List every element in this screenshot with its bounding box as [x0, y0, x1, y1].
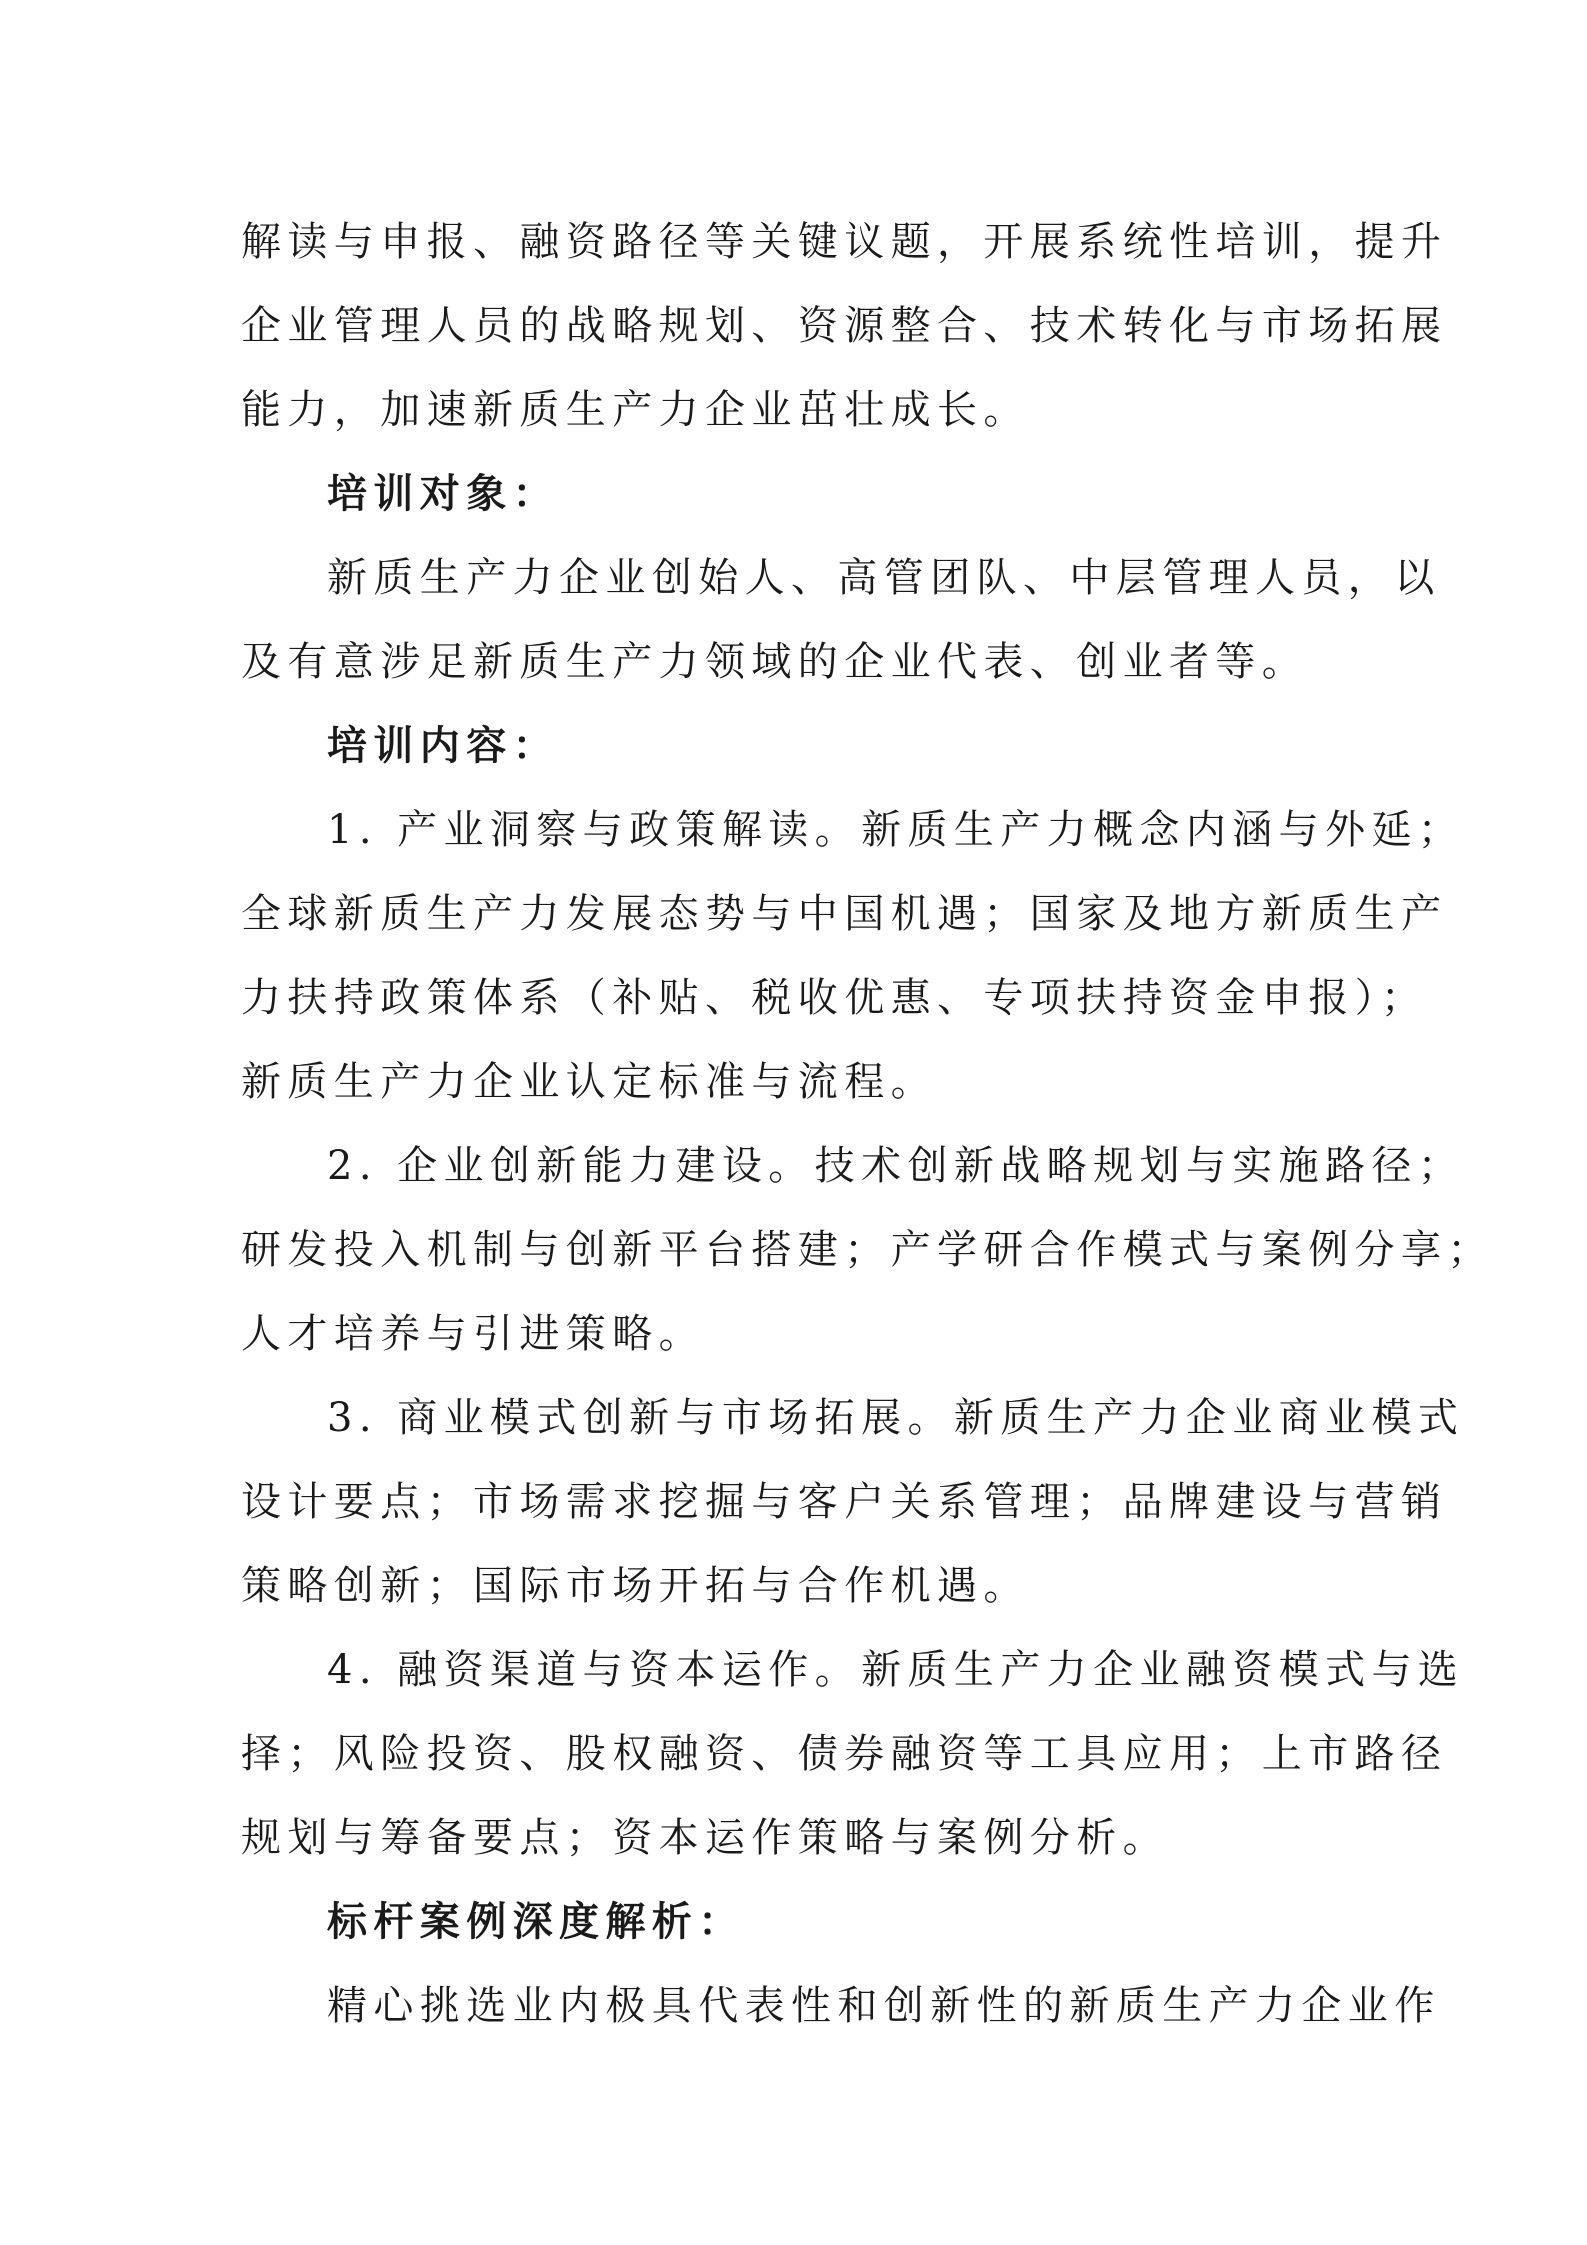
paragraph-line: 力扶持政策体系（补贴、税收优惠、专项扶持资金申报）；: [241, 975, 1428, 1021]
document-body: [241, 200, 1494, 2048]
paragraph-line: 解读与申报、融资路径等关键议题，开展系统性培训，提升: [241, 219, 1448, 265]
paragraph-line: 精心挑选业内极具代表性和创新性的新质生产力企业作: [327, 1983, 1441, 2029]
section-heading-case-analysis: 标杆案例深度解析：: [327, 1898, 745, 1945]
paragraph-line: 企业管理人员的战略规划、资源整合、技术转化与市场拓展: [241, 303, 1448, 349]
list-item-line: 2. 企业创新能力建设。技术创新战略规划与实施路径；: [327, 1143, 1465, 1189]
paragraph-line: 策略创新；国际市场开拓与合作机遇。: [241, 1563, 1030, 1609]
paragraph-line: 能力，加速新质生产力企业茁壮成长。: [241, 387, 1030, 433]
paragraph-line: 研发投入机制与创新平台搭建；产学研合作模式与案例分享；: [241, 1227, 1494, 1273]
list-item-line: 3. 商业模式创新与市场拓展。新质生产力企业商业模式: [327, 1395, 1465, 1441]
paragraph-line: 全球新质生产力发展态势与中国机遇；国家及地方新质生产: [241, 891, 1448, 937]
paragraph-line: 及有意涉足新质生产力领域的企业代表、创业者等。: [241, 639, 1309, 685]
list-item-line: 4. 融资渠道与资本运作。新质生产力企业融资模式与选: [327, 1647, 1465, 1693]
paragraph-line: 设计要点；市场需求挖掘与客户关系管理；品牌建设与营销: [241, 1479, 1448, 1525]
paragraph-line: 新质生产力企业认定标准与流程。: [241, 1059, 937, 1105]
section-heading-training-content: 培训内容：: [327, 722, 559, 769]
paragraph-line: 规划与筹备要点；资本运作策略与案例分析。: [241, 1815, 1169, 1861]
paragraph-line: 择；风险投资、股权融资、债券融资等工具应用；上市路径: [241, 1731, 1448, 1777]
section-heading-training-target: 培训对象：: [327, 470, 559, 517]
list-item-line: 1. 产业洞察与政策解读。新质生产力概念内涵与外延；: [327, 807, 1465, 853]
paragraph-line: 新质生产力企业创始人、高管团队、中层管理人员，以: [327, 555, 1441, 601]
paragraph-line: 人才培养与引进策略。: [241, 1311, 705, 1357]
